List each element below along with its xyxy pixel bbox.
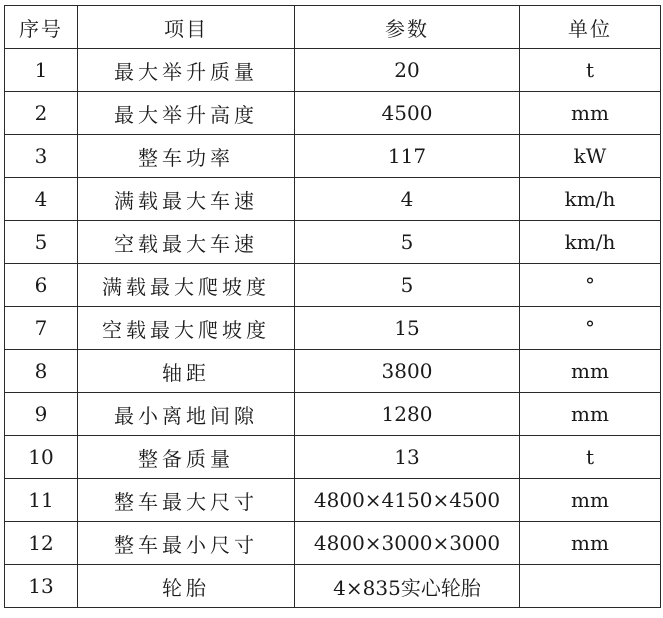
row-item: 空载最大车速 xyxy=(78,221,295,264)
row-value: 4 xyxy=(295,178,520,221)
row-no: 8 xyxy=(5,350,78,393)
row-unit: ° xyxy=(520,264,661,307)
row-item: 满载最大车速 xyxy=(78,178,295,221)
row-no: 13 xyxy=(5,565,78,608)
header-no: 序号 xyxy=(5,6,78,49)
header-row xyxy=(5,6,661,49)
header-value: 参数 xyxy=(295,6,520,49)
row-unit: mm xyxy=(520,393,661,436)
row-item: 轮胎 xyxy=(78,565,295,608)
spec-table xyxy=(4,5,661,608)
table-row xyxy=(5,479,661,522)
row-no: 7 xyxy=(5,307,78,350)
table-row xyxy=(5,350,661,393)
row-item: 整车最大尺寸 xyxy=(78,479,295,522)
row-unit: mm xyxy=(520,92,661,135)
table-row xyxy=(5,92,661,135)
row-no: 10 xyxy=(5,436,78,479)
row-value: 1280 xyxy=(295,393,520,436)
row-unit: t xyxy=(520,436,661,479)
row-no: 4 xyxy=(5,178,78,221)
row-value: 5 xyxy=(295,264,520,307)
row-value: 4800×3000×3000 xyxy=(295,522,520,565)
table-row xyxy=(5,49,661,92)
row-item: 满载最大爬坡度 xyxy=(78,264,295,307)
row-item: 整车功率 xyxy=(78,135,295,178)
row-unit: mm xyxy=(520,350,661,393)
row-no: 6 xyxy=(5,264,78,307)
row-unit: km/h xyxy=(520,221,661,264)
row-no: 3 xyxy=(5,135,78,178)
table-row xyxy=(5,307,661,350)
row-value: 3800 xyxy=(295,350,520,393)
table-row xyxy=(5,393,661,436)
row-no: 9 xyxy=(5,393,78,436)
header-item: 项目 xyxy=(78,6,295,49)
table-row xyxy=(5,436,661,479)
row-item: 整车最小尺寸 xyxy=(78,522,295,565)
row-item: 空载最大爬坡度 xyxy=(78,307,295,350)
row-value: 117 xyxy=(295,135,520,178)
row-value: 15 xyxy=(295,307,520,350)
row-value: 5 xyxy=(295,221,520,264)
row-item: 最小离地间隙 xyxy=(78,393,295,436)
row-no: 5 xyxy=(5,221,78,264)
row-item: 最大举升高度 xyxy=(78,92,295,135)
row-unit: mm xyxy=(520,522,661,565)
row-unit: t xyxy=(520,49,661,92)
row-value: 20 xyxy=(295,49,520,92)
row-item: 整备质量 xyxy=(78,436,295,479)
row-unit: mm xyxy=(520,479,661,522)
row-unit: kW xyxy=(520,135,661,178)
row-no: 1 xyxy=(5,49,78,92)
row-value: 13 xyxy=(295,436,520,479)
table-row xyxy=(5,264,661,307)
row-value: 4×835实心轮胎 xyxy=(295,565,520,608)
table-row xyxy=(5,565,661,608)
row-unit xyxy=(520,565,661,608)
row-value: 4500 xyxy=(295,92,520,135)
row-item: 轴距 xyxy=(78,350,295,393)
row-item: 最大举升质量 xyxy=(78,49,295,92)
row-value: 4800×4150×4500 xyxy=(295,479,520,522)
row-unit: km/h xyxy=(520,178,661,221)
table-row xyxy=(5,135,661,178)
table-row xyxy=(5,221,661,264)
table-row xyxy=(5,178,661,221)
row-unit: ° xyxy=(520,307,661,350)
header-unit: 单位 xyxy=(520,6,661,49)
table-row xyxy=(5,522,661,565)
row-no: 12 xyxy=(5,522,78,565)
row-no: 2 xyxy=(5,92,78,135)
row-no: 11 xyxy=(5,479,78,522)
